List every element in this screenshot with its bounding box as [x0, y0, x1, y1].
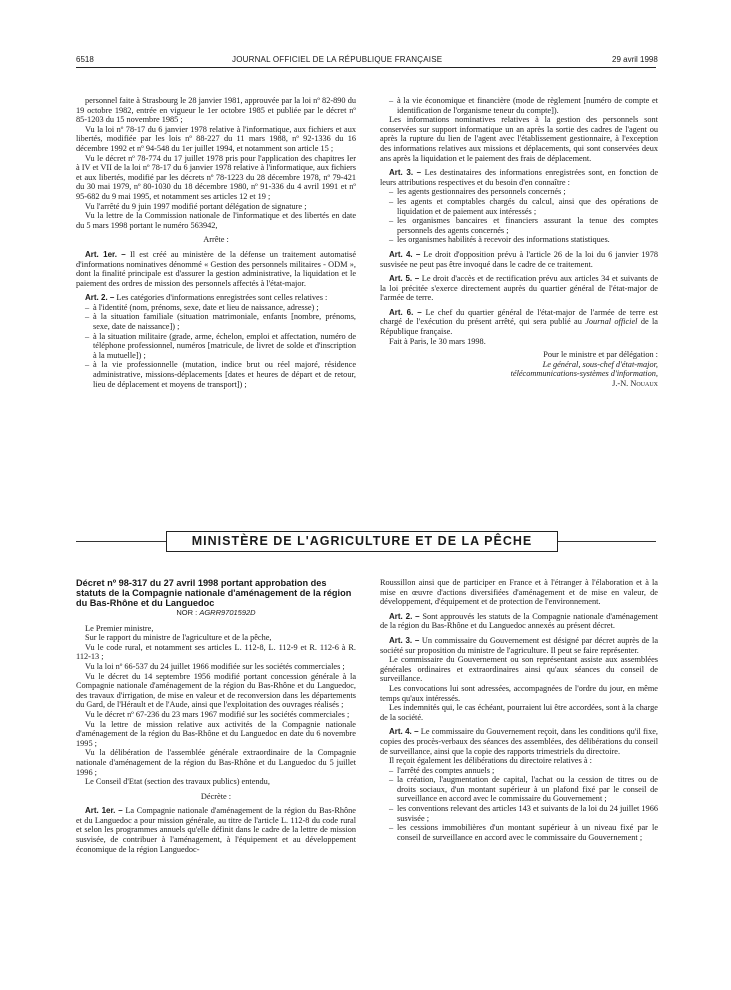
article-text: Sont approuvés les statuts de la Compagnie nationale d'aménagement de la région du Bas-Rhône et du Languedoc annexés au présent décret. [380, 611, 658, 631]
list-dash: – [389, 196, 394, 206]
list-item [76, 312, 356, 331]
paragraph: Vu la loi nº 78-17 du 6 janvier 1978 relative à l'informatique, aux fichiers et aux libertés, modifiée par les lois nº 88-227 du 11 mars 1988, nº 92-1336 du 16 décembre 1992 et nº 94-548 du 1er juillet 1994, et notamment son article 15 ; [76, 124, 356, 153]
list-dash: – [389, 187, 394, 197]
signatory-name: J.-N. Nouaux [612, 379, 658, 389]
list-dash: – [85, 331, 90, 341]
paragraph: Vu le décret nº 67-236 du 23 mars 1967 modifié sur les sociétés commerciales ; [85, 709, 350, 719]
article-text: Les catégories d'informations enregistrées sont celles relatives : [116, 293, 328, 303]
list-item-text: l'arrêté des comptes annuels ; [397, 765, 495, 775]
article-text: La Compagnie nationale d'aménagement de la région du Bas-Rhône et du Languedoc a pour mission générale, au titre de l'article L. 112-8 du code rural et selon les programmes annuels qu'elle définit dans le cadre de la lettre de mission susvisée, de contribuer à l'aménagement, à l'équipement et au développement économique de la région Languedoc- [76, 806, 356, 854]
article [76, 250, 356, 288]
paragraph: Vu le décret du 14 septembre 1956 modifié portant concession générale à la Compagnie nationale d'aménagement de la région du Bas-Rhône et du Languedoc, des travaux d'irrigation, de mise en valeur et de reconversion dans les départements du Gard, de l'Hérault et de l'Aude, ainsi que l'exploitation des ouvrages réalisés ; [76, 671, 356, 710]
article-text: Les destinataires des informations enregistrées sont, en fonction de leurs attributions respectives et du besoin d'en connaître : [380, 168, 659, 187]
decree-title: Décret nº 98-317 du 27 avril 1998 portant approbation des statuts de la Compagnie nationale d'aménagement de la région du Bas-Rhône et du Languedoc [76, 578, 352, 608]
list-item-text: les conventions relevant des articles 143 et suivants de la loi du 24 juillet 1966 susvisée ; [397, 804, 658, 823]
list-dash: – [85, 360, 90, 370]
article [380, 612, 658, 631]
list-item [380, 187, 658, 197]
paragraph: Vu la lettre de la Commission nationale de l'informatique et des libertés en date du 5 mars 1998 portant le numéro 563942, [76, 211, 356, 230]
article-label: Art. 2. – [85, 293, 115, 303]
article-label: Art. 3. – [389, 168, 422, 178]
article [380, 168, 658, 187]
article-text: Il est créé au ministère de la défense un traitement automatisé d'informations nominatives dénommé « Gestion des personnels militaires - ODM », dont la finalité principale est d'assurer la gestion administrative, la liquidation et le paiement des ordres de mission des personnels affectés à l'état-major. [76, 249, 356, 288]
article-text: Le chef du quartier général de l'état-major de l'armée de terre est chargé de l'exécution du présent arrêté, qui sera publié au [380, 307, 659, 327]
article-label: Art. 4. – [389, 249, 421, 259]
article [76, 806, 356, 854]
list-dash: – [389, 96, 394, 105]
list-item [76, 303, 356, 313]
list-item [380, 235, 658, 245]
paragraph: Vu le code rural, et notamment ses articles L. 112-8, L. 112-9 et R. 112-6 à R. 112-13 ; [76, 642, 356, 662]
list-item-text: la création, l'augmentation de capital, l'achat ou la cession de titres ou de droits sociaux, d'un montant supérieur à un plafond fixé par le conseil de surveillance en accord avec le commissaire du Gouvernement ; [397, 775, 658, 804]
list-item-text: à la situation familiale (situation matrimoniale, enfants [nombre, prénoms, sexe, date de naissance]) ; [93, 312, 356, 332]
article-label: Art. 1er. – [85, 249, 126, 259]
arrete-right-body [380, 96, 658, 346]
article-label: Art. 1er. – [85, 806, 123, 816]
header-rule [76, 67, 656, 68]
page-header [0, 0, 731, 70]
paragraph: Le Conseil d'Etat (section des travaux publics) entendu, [85, 777, 270, 787]
list-item [380, 775, 658, 804]
section-heading: Décrète : [200, 791, 232, 801]
article-label: Art. 6. – [389, 307, 422, 317]
list-item [380, 804, 658, 823]
article-text: de la République française. [380, 317, 658, 337]
section-heading: Arrête : [203, 235, 229, 245]
list-item-text: les organismes habilités à recevoir des informations statistiques. [397, 235, 610, 245]
list-item-text: les agents et comptables chargés du calcul, ainsi que des opérations de liquidation et de paiement aux intéressés ; [397, 196, 658, 216]
article-label: Art. 3. – [389, 635, 420, 645]
decree-left-body [76, 624, 356, 855]
list-dash: – [389, 823, 394, 833]
journal-title: JOURNAL OFFICIEL DE LA RÉPUBLIQUE FRANÇAISE [232, 55, 443, 64]
article-text: Le commissaire du Gouvernement reçoit, dans les conditions qu'il fixe, copies des procès-verbaux des séances des assemblées, des délibérations du conseil de surveillance, ainsi que la copie des rapports trimestriels du directoire. [380, 727, 658, 756]
list-item-text: les organismes bancaires et financiers assurant la tenue des comptes personnels des agents concernés ; [397, 216, 658, 235]
ministry-title: MINISTÈRE DE L'AGRICULTURE ET DE LA PÊCHE [166, 531, 558, 552]
list-item [380, 197, 658, 216]
article [380, 274, 658, 303]
list-item-text: les agents gestionnaires des personnels concernés ; [397, 187, 566, 197]
list-dash: – [389, 775, 394, 785]
arrete-right-column [380, 96, 658, 389]
article [380, 636, 658, 655]
list-item-text: à la situation militaire (grade, arme, échelon, emploi et affectation, numéro de téléphone professionnel, numéros [matricule, de livret de solde et d'inscription à la mutuelle]) ; [93, 331, 356, 360]
paragraph: Vu la lettre de mission relative aux activités de la Compagnie nationale d'aménagement de la région du Bas-Rhône et du Languedoc en date du 6 novembre 1995 ; [76, 719, 356, 748]
paragraph: Fait à Paris, le 30 mars 1998. [389, 336, 486, 346]
signature-title: Le général, sous-chef d'état-major, [542, 359, 658, 369]
list-item-text: les cessions immobilières d'un montant supérieur à un niveau fixé par le conseil de surveillance en accord avec le commissaire du Gouvernement ; [397, 823, 658, 842]
list-item-text: à la vie professionnelle (mutation, indice brut ou réel majoré, résidence administrative, missions-déplacements [dates et heures de départ et de retour, lieu de déplacement et moyens de transport]) ; [93, 360, 356, 389]
list-item [76, 360, 356, 389]
list-item [76, 332, 356, 361]
article-text: Le droit d'accès et de rectification prévu aux articles 34 et suivants de la loi précitée s'exerce directement auprès du quartier général de l'état-major de l'armée de terre. [380, 274, 659, 303]
paragraph: Le Premier ministre, [85, 623, 154, 633]
list-item-text: à l'identité (nom, prénoms, sexe, date et lieu de naissance, adresse) ; [93, 302, 319, 312]
journal-name: Journal officiel [585, 317, 638, 327]
signature-block [380, 350, 658, 388]
article [380, 727, 658, 756]
article [380, 250, 658, 269]
paragraph: Sur le rapport du ministre de l'agriculture et de la pêche, [85, 633, 272, 643]
list-dash: – [389, 235, 394, 245]
list-item [380, 823, 658, 842]
decree-right-column [380, 578, 658, 842]
article-text: Un commissaire du Gouvernement est désigné par décret auprès de la société sur proposition du ministre de l'agriculture. Il peut se faire représenter. [380, 635, 659, 655]
paragraph: Les informations nominatives relatives à la gestion des personnels sont conservées sur support informatique un an après la sortie des cadres de l'agent ou après la rupture du lien de l'agent avec l'établissement gestionnaire, à l'exception des informations relatives aux missions et déplacements, qui sont conservées deux ans après la liquidation et le paiement des frais de déplacement. [380, 115, 658, 163]
list-item [380, 216, 658, 235]
paragraph: Les indemnités qui, le cas échéant, pourraient lui être accordées, sont à la charge de la société. [380, 703, 658, 722]
banner-rule-left [76, 541, 166, 542]
list-dash: – [389, 804, 394, 814]
article [380, 308, 658, 337]
list-dash: – [389, 765, 394, 775]
list-dash: – [85, 302, 90, 312]
list-item-text: à la vie économique et financière (mode de règlement [numéro de compte et identification de l'organisme teneur du compte]). [397, 96, 658, 115]
page-number: 6518 [76, 55, 94, 64]
arrete-left-column [76, 96, 356, 389]
paragraph: Il reçoit également les délibérations du directoire relatives à : [389, 756, 592, 766]
list-dash: – [85, 312, 90, 322]
article-text: Le droit d'opposition prévu à l'article 26 de la loi du 6 janvier 1978 susvisée ne peut pas être invoqué dans le cadre de ce traitement. [380, 249, 658, 269]
article-label: Art. 5. – [389, 274, 420, 284]
paragraph: Vu la loi nº 66-537 du 24 juillet 1966 modifiée sur les sociétés commerciales ; [85, 661, 345, 671]
article-label: Art. 4. – [389, 727, 419, 737]
paragraph: Le commissaire du Gouvernement ou son représentant assiste aux assemblées générales ordinaires et extraordinaires ainsi qu'aux séances du conseil de surveillance. [380, 655, 658, 684]
paragraph: Roussillon ainsi que de participer en France et à l'étranger à l'élaboration et à la mise en œuvre d'actions diversifiées d'aménagement et de mise en valeur, de développement, d'équipement et de protection de l'environnement. [380, 578, 658, 607]
list-dash: – [389, 216, 394, 226]
nor-reference: NOR : AGRR9701592D [176, 608, 256, 617]
article-label: Art. 2. – [389, 611, 420, 621]
issue-date: 29 avril 1998 [612, 55, 658, 64]
signature-line: Pour le ministre et par délégation : [543, 350, 658, 360]
banner-rule-right [558, 541, 656, 542]
list-item [380, 96, 658, 115]
decree-left-column [76, 578, 356, 854]
list-item [380, 766, 658, 776]
paragraph: Vu le décret nº 78-774 du 17 juillet 1978 pris pour l'application des chapitres Ier à IV et VII de la loi nº 78-17 du 6 janvier 1978 relative à l'informatique, aux fichiers et aux libertés, modifié par les décrets nº 78-1223 du 28 décembre 1978, nº 79-421 du 30 mai 1979, nº 80-1030 du 18 décembre 1980, nº 91-336 du 4 avril 1991 et nº 95-682 du 9 mai 1995, et notamment ses articles 12 et 19 ; [76, 153, 356, 201]
paragraph: personnel faite à Strasbourg le 28 janvier 1981, approuvée par la loi nº 82-890 du 19 octobre 1982, entrée en vigueur le 1er octobre 1985 et publiée par le décret nº 85-1203 du 15 novembre 1985 ; [76, 96, 356, 125]
signature-title: télécommunications-systèmes d'information, [510, 369, 658, 379]
paragraph: Vu la délibération de l'assemblée générale extraordinaire de la Compagnie nationale d'aménagement de la région du Bas-Rhône et du Languedoc du 5 juillet 1996 ; [76, 748, 356, 777]
paragraph: Vu l'arrêté du 9 juin 1997 modifié portant délégation de signature ; [85, 201, 307, 211]
paragraph: Les convocations lui sont adressées, accompagnées de l'ordre du jour, en même temps qu'aux intéressés. [380, 683, 658, 703]
article [76, 293, 356, 303]
